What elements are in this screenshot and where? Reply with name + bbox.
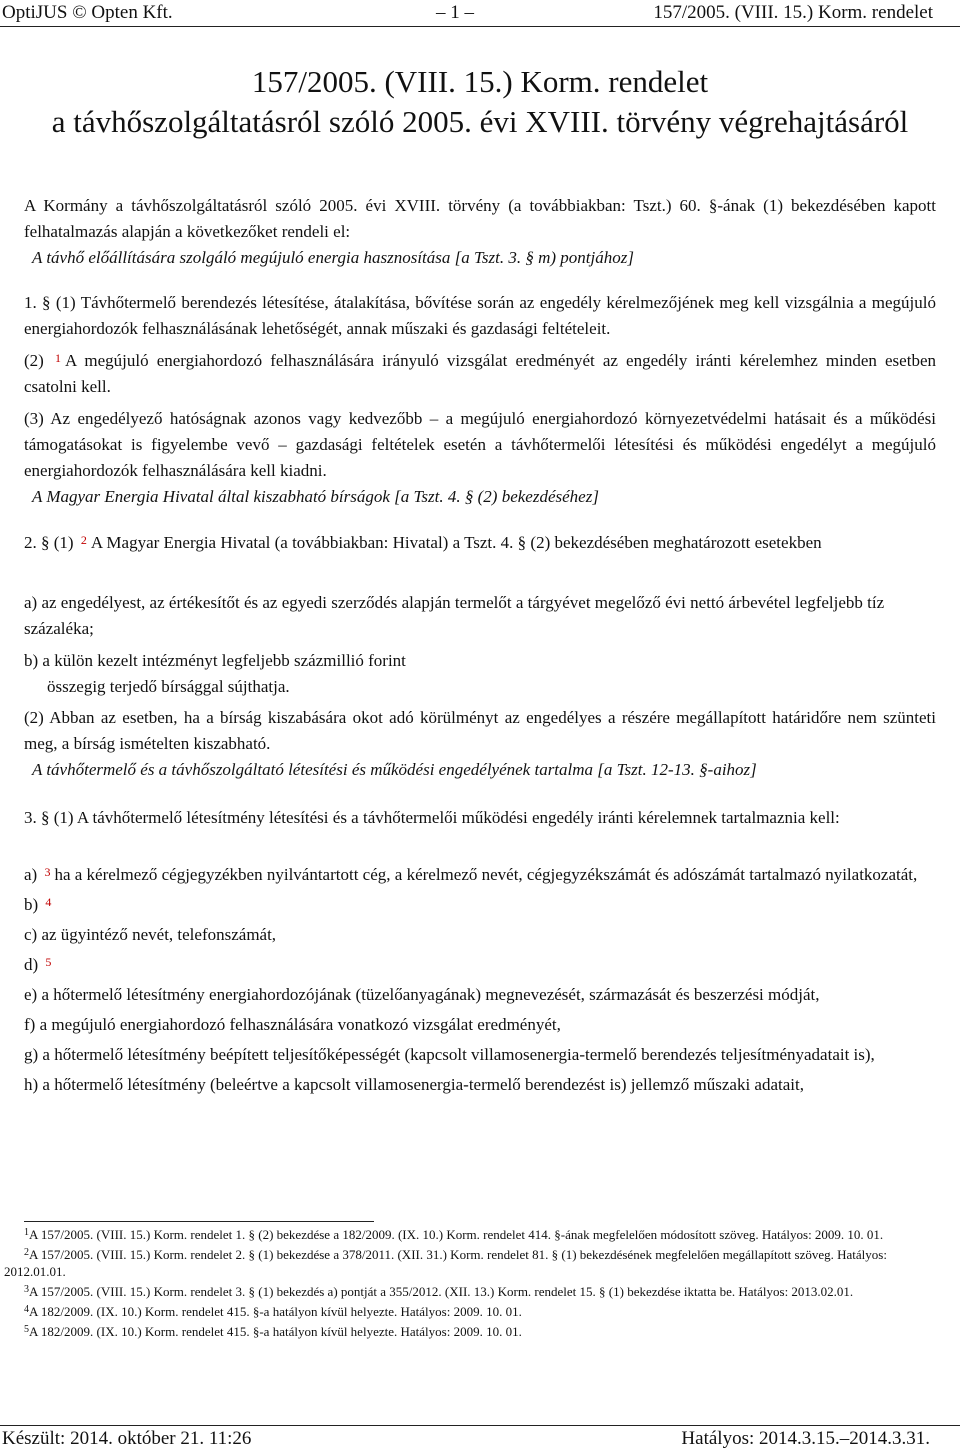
preamble-text: A Kormány a távhőszolgáltatásról szóló 2005. évi XVIII. törvény (a továbbiakban: Tszt.) 60. §-ának (1) bekezdésében kapott felhatalmazás alapján a következőket rendeli el: [24, 196, 936, 241]
footnote-4-number: 4 [24, 1304, 29, 1315]
s2-p2-text: Abban az esetben, ha a bírság kiszabására okot adó körülményt az engedélyes a részére megállapított határidőre nem szünteti meg, a bírság ismételten kiszabható. [24, 708, 936, 753]
s3-item-d-label: d) [24, 955, 39, 974]
s2-item-b-label: b) [24, 651, 39, 670]
footnote-separator [24, 1221, 374, 1222]
document-title [0, 62, 960, 142]
footnote-1 [4, 1226, 936, 1243]
preamble [24, 193, 936, 271]
footnote-2-number: 2 [24, 1247, 29, 1258]
s2-p1-number: 2. § (1) [24, 533, 74, 552]
footnote-3-number: 3 [24, 1284, 29, 1295]
s3-item-a-label: a) [24, 865, 38, 884]
s3-item-c-label: c) [24, 925, 38, 944]
footnote-5 [4, 1323, 936, 1340]
s2-item-b-text-2: összegig terjedő bírsággal sújthatja. [47, 677, 290, 696]
footnote-ref-1[interactable]: 1 [54, 351, 61, 365]
s2-item-a-text: az engedélyest, az értékesítőt és az egyedi szerződés alapján termelőt a tárgyévet megelőző évi nettó árbevétel legfeljebb tíz százaléka; [24, 593, 885, 638]
title-line-2: a távhőszolgáltatásról szóló 2005. évi XVIII. törvény végrehajtásáról [51, 104, 909, 139]
section-2-paragraph-2 [24, 705, 936, 783]
s3-item-h-text: a hőtermelő létesítmény (beleértve a kapcsolt villamosenergia-termelő berendezést is) jellemző műszaki adatait, [42, 1075, 804, 1094]
footer-separator [0, 1425, 960, 1426]
s3-item-g-label: g) [24, 1045, 39, 1064]
s3-item-d [24, 952, 936, 978]
s2-item-a-label: a) [24, 593, 38, 612]
title-line-1: 157/2005. (VIII. 15.) Korm. rendelet [251, 64, 709, 99]
s3-item-a-text: ha a kérelmező cégjegyzékben nyilvántartott cég, a kérelmező nevét, cégjegyzékszámát és adószámát tartalmazó nyilatkozatát, [54, 865, 918, 884]
s2-paragraph-1 [24, 530, 936, 556]
header-publisher: OptiJUS © Opten Kft. [2, 2, 173, 23]
s3-p1-text: A távhőtermelő létesítmény létesítési és a távhőtermelői működési engedély iránti kérelemnek tartalmaznia kell: [76, 808, 840, 827]
footnote-3 [4, 1283, 936, 1300]
running-footer [0, 1427, 960, 1451]
footnote-ref-5[interactable]: 5 [45, 955, 52, 969]
footnote-1-number: 1 [24, 1227, 29, 1238]
footnotes [4, 1226, 936, 1343]
s2-item-a [24, 590, 936, 642]
section-1 [24, 290, 936, 510]
s1-paragraph-2 [24, 348, 936, 400]
s3-item-f-label: f) [24, 1015, 36, 1034]
section-heading-2: A Magyar Energia Hivatal által kiszabható bírságok [a Tszt. 4. § (2) bekezdéséhez] [32, 487, 599, 506]
section-2 [24, 530, 936, 556]
s3-item-c [24, 922, 936, 948]
footnote-ref-4[interactable]: 4 [45, 895, 52, 909]
footnote-4 [4, 1303, 936, 1320]
s1-p1-number: 1. § (1) [24, 293, 76, 312]
s3-paragraph-1 [24, 805, 936, 831]
s2-list [24, 590, 936, 700]
running-header [0, 0, 960, 27]
section-heading-1: A távhő előállítására szolgáló megújuló energia hasznosítása [a Tszt. 3. § m) pontjához] [32, 248, 634, 267]
header-page-number: – 1 – [436, 2, 474, 23]
s3-item-c-text: az ügyintéző nevét, telefonszámát, [41, 925, 277, 944]
section-heading-3: A távhőtermelő és a távhőszolgáltató létesítési és működési engedélyének tartalma [a Tszt. 12-13. §-aihoz] [32, 760, 757, 779]
s3-item-e [24, 982, 936, 1008]
s3-item-b [24, 892, 936, 918]
s3-item-h-label: h) [24, 1075, 39, 1094]
s3-item-f-text: a megújuló energiahordozó felhasználására vonatkozó vizsgálat eredményét, [39, 1015, 561, 1034]
footnote-2-text: A 157/2005. (VIII. 15.) Korm. rendelet 2. § (1) bekezdése a 378/2011. (XII. 31.) Korm. rendelet 81. § (1) bekezdésének megfelelően megállapított szöveg. Hatályos: 2012.01.01. [4, 1247, 887, 1279]
s3-item-b-label: b) [24, 895, 39, 914]
footnote-5-number: 5 [24, 1324, 29, 1335]
s1-paragraph-1 [24, 290, 936, 342]
footnote-1-text: A 157/2005. (VIII. 15.) Korm. rendelet 1. § (2) bekezdése a 182/2009. (IX. 10.) Korm. rendelet 414. §-ának megfelelően módosított szöveg. Hatályos: 2009. 10. 01. [29, 1227, 884, 1242]
footer-effective-dates: Hatályos: 2014.3.15.–2014.3.31. [681, 1428, 930, 1449]
s1-p2-text: A megújuló energiahordozó felhasználására irányuló vizsgálat eredményét az engedély iránti kérelemhez minden esetben csatolni kell. [24, 351, 936, 396]
footnote-ref-3[interactable]: 3 [44, 865, 51, 879]
footnote-3-text: A 157/2005. (VIII. 15.) Korm. rendelet 3. § (1) bekezdés a) pontját a 355/2012. (XII. 13.) Korm. rendelet 15. § (1) bekezdése iktatta be. Hatályos: 2013.02.01. [29, 1284, 854, 1299]
s1-p3-text: Az engedélyező hatóságnak azonos vagy kedvezőbb – a megújuló energiahordozó környezetvédelmi hatásait és a működési támogatásokat is figyelembe vevő – gazdasági feltételek esetén a távhőtermelői létesítési és működési engedélyt a megújuló energiahordozók felhasználására kell kiadni. [24, 409, 936, 480]
s1-paragraph-3 [24, 406, 936, 484]
s3-item-a [24, 862, 936, 888]
s3-item-e-label: e) [24, 985, 38, 1004]
s3-item-g-text: a hőtermelő létesítmény beépített teljesítőképességét (kapcsolt villamosenergia-termelő berendezés teljesítményadatait is), [42, 1045, 875, 1064]
footnote-ref-2[interactable]: 2 [80, 533, 87, 547]
s2-paragraph-2 [24, 705, 936, 757]
header-document-id: 157/2005. (VIII. 15.) Korm. rendelet [653, 2, 933, 23]
s3-p1-number: 3. § (1) [24, 808, 74, 827]
s3-item-g [24, 1042, 936, 1068]
footer-created-date: Készült: 2014. október 21. 11:26 [2, 1428, 252, 1449]
footnote-2 [4, 1246, 936, 1280]
s3-list [24, 862, 936, 1098]
s2-item-b-text-1: a külön kezelt intézményt legfeljebb százmillió forint [42, 651, 406, 670]
s2-p1-text: A Magyar Energia Hivatal (a továbbiakban: Hivatal) a Tszt. 4. § (2) bekezdésében meghatározott esetekben [90, 533, 822, 552]
s1-p3-number: (3) [24, 409, 44, 428]
s1-p1-text: Távhőtermelő berendezés létesítése, átalakítása, bővítése során az engedély kérelmezőjének meg kell vizsgálnia a megújuló energiahordozók felhasználásának lehetőségét, annak műszaki és gazdasági feltételeit. [24, 293, 936, 338]
s3-item-f [24, 1012, 936, 1038]
s1-p2-number: (2) [24, 351, 44, 370]
s2-item-b [24, 648, 936, 700]
section-3 [24, 805, 936, 831]
footnote-5-text: A 182/2009. (IX. 10.) Korm. rendelet 415. §-a hatályon kívül helyezte. Hatályos: 2009. 10. 01. [29, 1324, 522, 1339]
s2-p2-number: (2) [24, 708, 44, 727]
s3-item-h [24, 1072, 936, 1098]
s3-item-e-text: a hőtermelő létesítmény energiahordozójának (tüzelőanyagának) megnevezését, származását és beszerzési módját, [41, 985, 820, 1004]
footnote-4-text: A 182/2009. (IX. 10.) Korm. rendelet 415. §-a hatályon kívül helyezte. Hatályos: 2009. 10. 01. [29, 1304, 522, 1319]
